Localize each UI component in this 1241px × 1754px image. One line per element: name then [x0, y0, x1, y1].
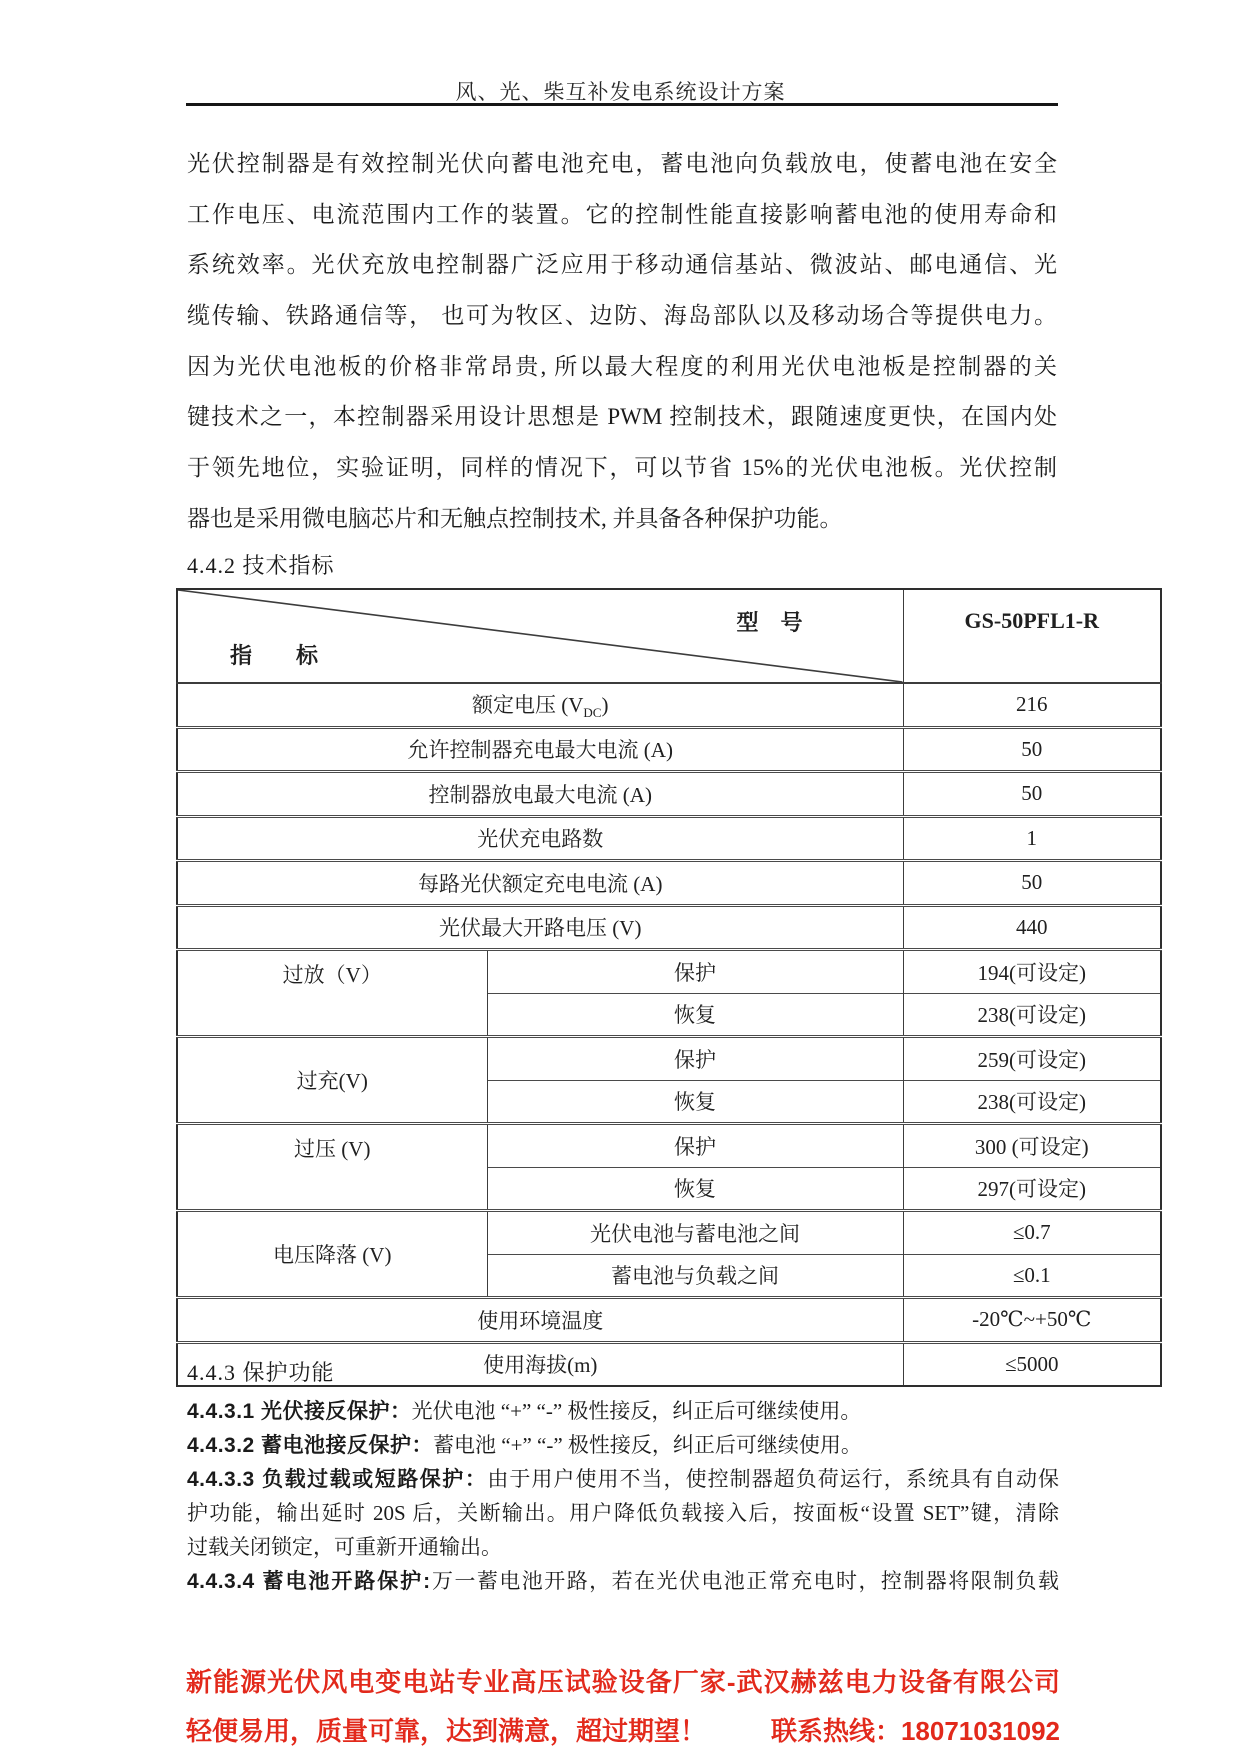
protection-item-body: 由于用户使用不当，使控制器超负荷运行，系统具有自动保 — [487, 1467, 1059, 1491]
footer-company-line: 新能源光伏风电变电站专业高压试验设备厂家-武汉赫兹电力设备有限公司 — [186, 1667, 1060, 1697]
row-value: 238(可设定) — [903, 1080, 1161, 1124]
footer-slogan: 轻便易用，质量可靠，达到满意，超过期望！ — [186, 1716, 707, 1746]
sub-row-label: 恢复 — [487, 1080, 903, 1124]
header-rule — [186, 103, 1058, 106]
protection-item — [187, 1394, 1059, 1428]
protection-item — [187, 1564, 1059, 1598]
table-row — [177, 905, 1161, 950]
protection-section — [187, 1394, 1059, 1598]
protection-item — [187, 1462, 1059, 1496]
row-label-text: 额定电压 (V — [472, 692, 584, 717]
protection-item-continuation: 护功能，输出延时 20S 后，关断输出。用户降低负载接入后，按面板“设置 SET”键，清除 — [187, 1501, 1059, 1525]
paragraph-line: 缆传输、铁路通信等， 也可为牧区、边防、海岛部队以及移动场合等提供电力。 — [187, 303, 1057, 329]
sub-row-label: 保护 — [487, 1037, 903, 1081]
row-label-subscript: DC — [583, 704, 602, 720]
row-value: 297(可设定) — [903, 1167, 1161, 1211]
row-value: ≤0.1 — [903, 1254, 1161, 1298]
diagonal-header-cell — [177, 589, 903, 683]
row-label: 光伏最大开路电压 (V) — [177, 905, 903, 950]
row-value: 1 — [903, 816, 1161, 861]
section-heading-4-4-2: 4.4.2 技术指标 — [187, 553, 335, 578]
row-value: 300 (可设定) — [903, 1124, 1161, 1168]
group-label: 过放（V） — [177, 950, 487, 1037]
sub-row-label: 保护 — [487, 1124, 903, 1168]
sub-row-label: 恢复 — [487, 993, 903, 1037]
protection-item-title: 4.4.3.3 负载过载或短路保护： — [187, 1468, 488, 1491]
table-row-group — [177, 950, 1161, 994]
indicator-header-label: 指 标 — [230, 643, 319, 668]
protection-item-continuation: 过载关闭锁定，可重新开通输出。 — [187, 1535, 502, 1559]
row-value: 50 — [903, 861, 1161, 906]
row-label: 允许控制器充电最大电流 (A) — [177, 727, 903, 772]
intro-paragraph — [187, 139, 1057, 545]
table-header-row — [177, 589, 1161, 683]
protection-item-body: 光伏电池 “+” “-” 极性接反，纠正后可继续使用。 — [411, 1399, 862, 1423]
group-label: 过充(V) — [177, 1037, 487, 1124]
paragraph-line: 系统效率。光伏充放电控制器广泛应用于移动通信基站、微波站、邮电通信、光 — [187, 252, 1057, 278]
row-label: 每路光伏额定充电电流 (A) — [177, 861, 903, 906]
protection-item-title: 4.4.3.1 光伏接反保护： — [187, 1400, 412, 1423]
protection-item-title: 4.4.3.2 蓄电池接反保护： — [187, 1434, 434, 1457]
row-value: 259(可设定) — [903, 1037, 1161, 1081]
table-row-group — [177, 1211, 1161, 1255]
model-header-label: 型 号 — [736, 610, 803, 635]
row-label: 使用海拔(m) — [177, 1342, 903, 1386]
group-label: 电压降落 (V) — [177, 1211, 487, 1298]
sub-row-label: 恢复 — [487, 1167, 903, 1211]
table-row — [177, 683, 1161, 727]
row-value: 238(可设定) — [903, 993, 1161, 1037]
row-label: 光伏充电路数 — [177, 816, 903, 861]
paragraph-line: 工作电压、电流范围内工作的装置。它的控制性能直接影响蓄电池的使用寿命和 — [187, 201, 1057, 227]
row-value: ≤5000 — [903, 1342, 1161, 1386]
sub-row-label: 保护 — [487, 950, 903, 994]
page-title: 风、光、柴互补发电系统设计方案 — [455, 80, 786, 104]
row-label — [177, 683, 903, 727]
table-row-group — [177, 1037, 1161, 1081]
footer-hotline: 联系热线：18071031092 — [770, 1716, 1060, 1746]
protection-item-title: 4.4.3.4 蓄电池开路保护: — [187, 1570, 431, 1593]
table-row-group — [177, 1124, 1161, 1168]
row-value: 50 — [903, 772, 1161, 817]
paragraph-line: 因为光伏电池板的价格非常昂贵, 所以最大程度的利用光伏电池板是控制器的关 — [187, 353, 1057, 379]
spec-table — [176, 588, 1162, 1387]
sub-row-label: 光伏电池与蓄电池之间 — [487, 1211, 903, 1255]
row-label-suffix: ) — [601, 692, 609, 717]
paragraph-line: 器也是采用微电脑芯片和无触点控制技术, 并具备各种保护功能。 — [187, 505, 843, 531]
paragraph-line: 于领先地位，实验证明，同样的情况下，可以节省 15%的光伏电池板。光伏控制 — [187, 455, 1057, 481]
table-row — [177, 816, 1161, 861]
row-value: ≤0.7 — [903, 1211, 1161, 1255]
model-value-cell: GS-50PFL1-R — [903, 589, 1161, 683]
table-row — [177, 727, 1161, 772]
row-label: 控制器放电最大电流 (A) — [177, 772, 903, 817]
row-value: 50 — [903, 727, 1161, 772]
sub-row-label: 蓄电池与负载之间 — [487, 1254, 903, 1298]
footer-contact-line — [186, 1711, 1060, 1751]
protection-item-body: 蓄电池 “+” “-” 极性接反，纠正后可继续使用。 — [433, 1433, 862, 1457]
table-row — [177, 1298, 1161, 1343]
section-heading-4-4-3: 4.4.3 保护功能 — [187, 1360, 335, 1385]
table-row — [177, 772, 1161, 817]
paragraph-line: 光伏控制器是有效控制光伏向蓄电池充电，蓄电池向负载放电，使蓄电池在安全 — [187, 151, 1057, 176]
table-row — [177, 861, 1161, 906]
paragraph-line: 键技术之一，本控制器采用设计思想是 PWM 控制技术，跟随速度更快，在国内处 — [187, 404, 1057, 430]
row-value: 216 — [903, 683, 1161, 727]
row-value: 194(可设定) — [903, 950, 1161, 994]
group-label: 过压 (V) — [177, 1124, 487, 1211]
row-value: 440 — [903, 905, 1161, 950]
protection-item — [187, 1428, 1059, 1462]
row-label: 使用环境温度 — [177, 1298, 903, 1343]
row-value: -20℃~+50℃ — [903, 1298, 1161, 1343]
protection-item-body: 万一蓄电池开路，若在光伏电池正常充电时，控制器将限制负载 — [430, 1569, 1059, 1593]
